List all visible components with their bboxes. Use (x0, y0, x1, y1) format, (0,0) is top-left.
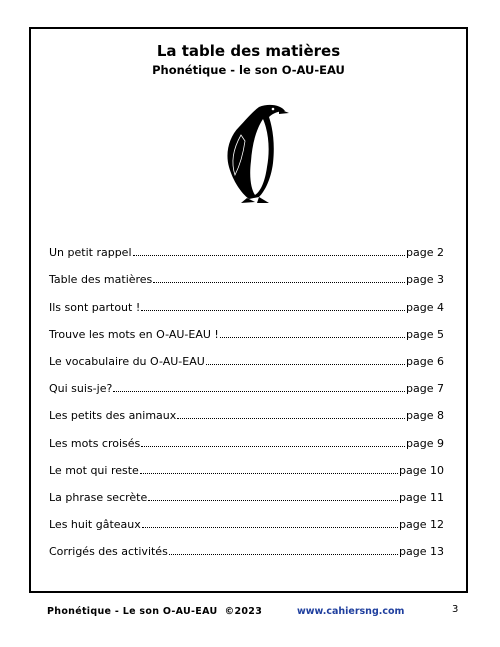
toc-row (49, 314, 444, 341)
toc-dot-leader (220, 336, 405, 338)
toc-label: Corrigés des activités (49, 545, 168, 559)
penguin-icon (219, 97, 289, 209)
page-title: La table des matières (156, 42, 341, 60)
toc-dot-leader (140, 472, 398, 474)
toc-label: Trouve les mots en O-AU-EAU ! (49, 327, 219, 341)
toc-row (49, 531, 444, 558)
toc-dot-leader (148, 499, 398, 501)
toc-label: Le mot qui reste (49, 463, 139, 477)
toc-dot-leader (141, 309, 405, 311)
toc-page: page 6 (406, 354, 444, 368)
page-number: 3 (452, 604, 459, 615)
toc-page: page 3 (406, 273, 444, 287)
footer-copyright: Phonétique - Le son O-AU-EAU ©2023 (47, 606, 263, 617)
toc-dot-leader (153, 281, 405, 283)
toc-row (49, 395, 444, 422)
toc-label: Les mots croisés (49, 436, 141, 450)
toc-page: page 5 (406, 327, 444, 341)
toc-label: Les huit gâteaux (49, 518, 141, 532)
footer-website-link[interactable]: www.cahiersng.com (297, 606, 405, 617)
page-subtitle: Phonétique - le son O-AU-EAU (152, 63, 345, 77)
toc-dot-leader (177, 417, 405, 419)
toc-dot-leader (113, 390, 405, 392)
toc-page: page 9 (406, 436, 444, 450)
toc-page: page 12 (399, 518, 444, 532)
toc-row (49, 232, 444, 259)
toc-row (49, 286, 444, 313)
table-of-contents (49, 232, 444, 558)
toc-row (49, 368, 444, 395)
toc-dot-leader (206, 363, 405, 365)
toc-dot-leader (142, 526, 398, 528)
toc-row (49, 477, 444, 504)
toc-row (49, 341, 444, 368)
toc-dot-leader (133, 254, 406, 256)
toc-label: Ils sont partout ! (49, 300, 141, 314)
toc-row (49, 259, 444, 286)
page-frame (29, 27, 468, 593)
toc-page: page 2 (406, 246, 444, 260)
toc-page: page 10 (399, 463, 444, 477)
toc-label: Le vocabulaire du O-AU-EAU (49, 354, 205, 368)
toc-label: La phrase secrète (49, 490, 148, 504)
toc-page: page 11 (399, 490, 444, 504)
toc-row (49, 504, 444, 531)
toc-page: page 13 (399, 545, 444, 559)
toc-dot-leader (141, 445, 405, 447)
toc-label: Table des matières (49, 273, 153, 287)
toc-label: Un petit rappel (49, 246, 132, 260)
toc-row (49, 450, 444, 477)
toc-page: page 4 (406, 300, 444, 314)
toc-label: Qui suis-je? (49, 382, 113, 396)
toc-page: page 7 (406, 382, 444, 396)
toc-dot-leader (169, 553, 398, 555)
toc-page: page 8 (406, 409, 444, 423)
toc-label: Les petits des animaux (49, 409, 177, 423)
toc-row (49, 422, 444, 449)
